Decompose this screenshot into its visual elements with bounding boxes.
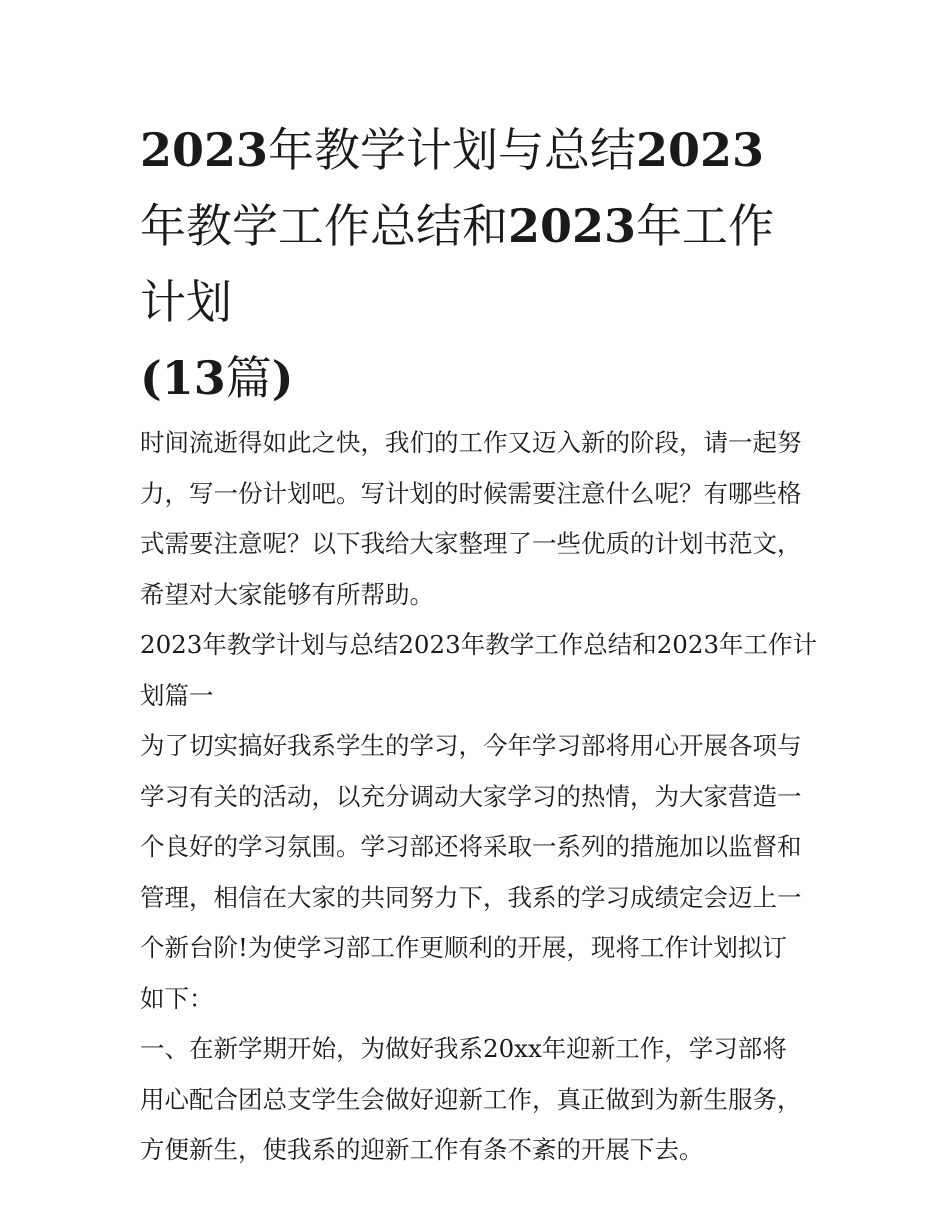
text-line: 为了切实搞好我系学生的学习，今年学习部将用心开展各项与 [140, 731, 802, 760]
text-line: 个良好的学习氛围。学习部还将采取一系列的措施加以监督和 [140, 832, 802, 861]
text-line: 个新台阶!为使学习部工作更顺利的开展，现将工作计划拟订 [140, 933, 787, 962]
text-line: 学习有关的活动，以充分调动大家学习的热情，为大家营造一 [140, 781, 802, 811]
text-line: 式需要注意呢？以下我给大家整理了一些优质的计划书范文， [140, 529, 802, 558]
title-count-open: (13 [140, 351, 226, 405]
text-line: 划篇一 [140, 680, 214, 710]
title-year: 2023 [140, 123, 269, 177]
title-line [140, 188, 820, 340]
text-line: 2023年教学计划与总结2023年教学工作总结和2023年工作计 [140, 630, 818, 659]
text-line: 时间流逝得如此之快，我们的工作又迈入新的阶段，请一起努 [140, 428, 802, 457]
title-count-close: ) [271, 351, 294, 405]
text-line: 方便新生，使我系的迎新工作有条不紊的开展下去。 [140, 1135, 704, 1164]
paragraph-1 [140, 721, 820, 1024]
text-line: 希望对大家能够有所帮助。 [140, 579, 434, 609]
title-text: 年工作计划 [140, 199, 775, 329]
document-page [140, 112, 820, 1176]
title-text: 年教学工作总结和 [140, 199, 508, 253]
text-line: 如下： [140, 983, 214, 1013]
section-heading [140, 620, 820, 721]
text-line: 一、在新学期开始，为做好我系20xx年迎新工作，学习部将 [140, 1034, 787, 1063]
title-year: 2023 [508, 199, 637, 253]
title-line [140, 112, 820, 188]
text-line: 用心配合团总支学生会做好迎新工作，真正做到为新生服务， [140, 1084, 802, 1114]
text-line: 力，写一份计划吧。写计划的时候需要注意什么呢？有哪些格 [140, 478, 802, 508]
title-text: 年教学计划与总结 [268, 123, 637, 177]
document-title [140, 112, 820, 416]
intro-paragraph [140, 418, 820, 620]
paragraph-2 [140, 1024, 820, 1176]
text-line: 管理，相信在大家的共同努力下，我系的学习成绩定会迈上一 [140, 882, 802, 912]
title-line [140, 340, 820, 416]
title-year: 2023 [636, 123, 765, 177]
title-text: 篇 [225, 351, 272, 405]
